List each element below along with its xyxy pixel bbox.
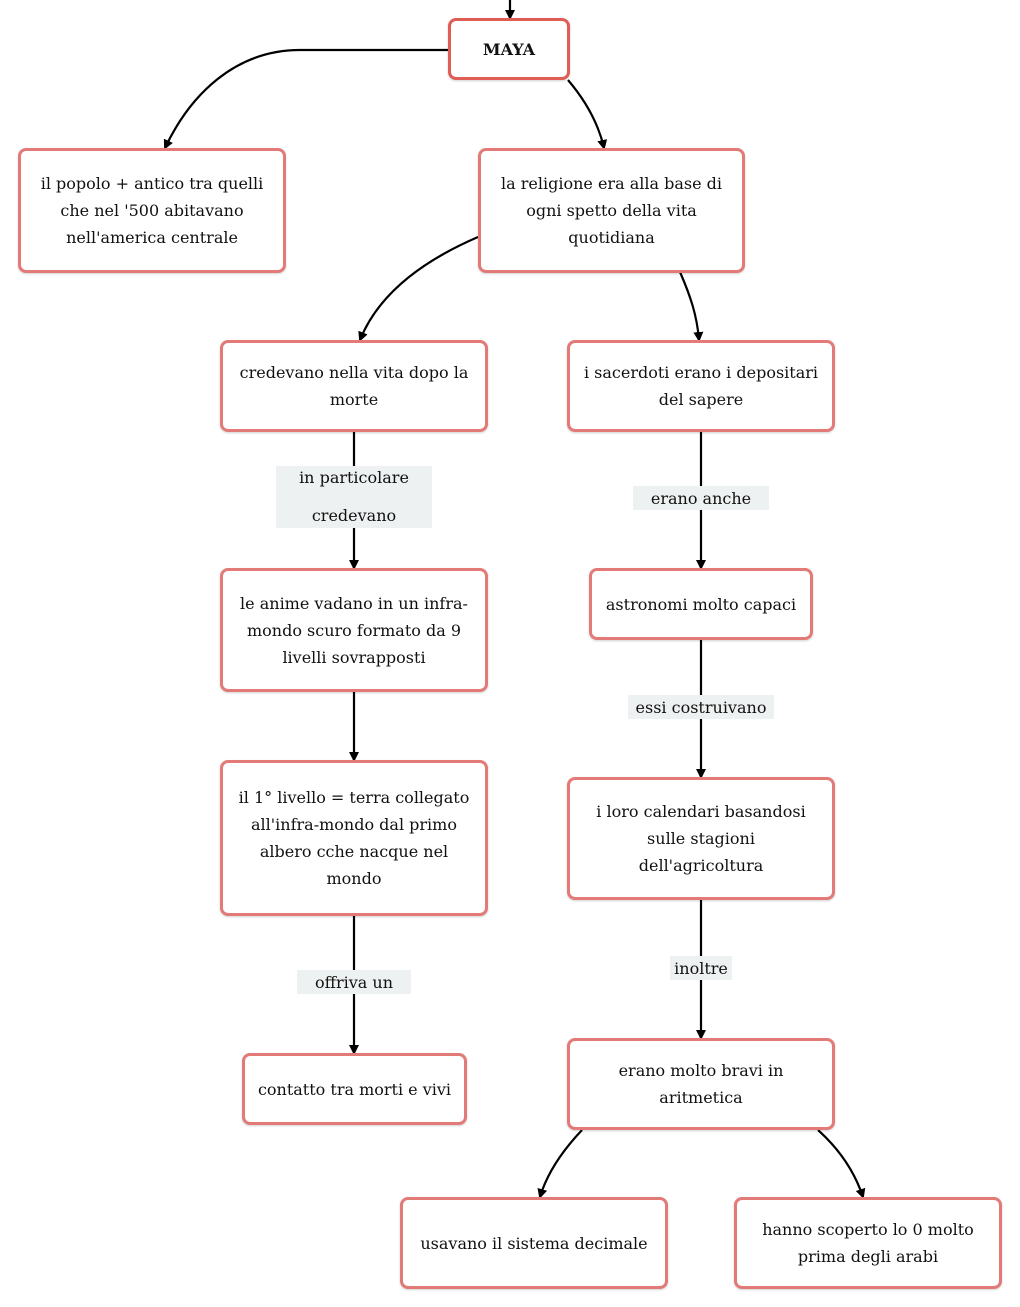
edge-label-line-2: credevano [311,506,397,525]
edge-label-offriva-un: offriva un [297,970,411,994]
node-astronomi[interactable]: astronomi molto capaci [589,568,813,640]
edge-label-line-1: in particolare [299,468,409,487]
node-anime[interactable]: le anime vadano in un infra-mondo scuro formato da 9 livelli sovrapposti [220,568,488,692]
edge-label-in-particolare [276,466,432,528]
node-maya[interactable]: MAYA [448,18,570,80]
node-livello[interactable]: il 1° livello = terra collegato all'infra-mondo dal primo albero cche nacque nel mondo [220,760,488,916]
node-zero[interactable]: hanno scoperto lo 0 molto prima degli arabi [734,1197,1002,1289]
edge-religione-credevano [360,237,478,340]
node-contatto[interactable]: contatto tra morti e vivi [242,1053,467,1125]
node-aritmetica[interactable]: erano molto bravi in aritmetica [567,1038,835,1130]
node-credevano[interactable]: credevano nella vita dopo la morte [220,340,488,432]
edge-aritmetica-zero [818,1130,863,1197]
edge-label-erano-anche: erano anche [633,486,769,510]
node-sacerdoti[interactable]: i sacerdoti erano i depositari del sapere [567,340,835,432]
node-popolo[interactable]: il popolo + antico tra quelli che nel '500 abitavano nell'america centrale [18,148,286,273]
node-decimale[interactable]: usavano il sistema decimale [400,1197,668,1289]
edge-aritmetica-decimale [540,1130,582,1197]
edge-maya-religione [568,80,604,148]
edge-label-essi-costruivano: essi costruivano [628,695,774,719]
edge-label-inoltre: inoltre [670,956,732,980]
node-religione[interactable]: la religione era alla base di ogni spetto della vita quotidiana [478,148,745,273]
node-calendari[interactable]: i loro calendari basandosi sulle stagioni dell'agricoltura [567,777,835,900]
edge-maya-popolo [165,50,448,148]
edge-religione-sacerdoti [680,272,699,340]
